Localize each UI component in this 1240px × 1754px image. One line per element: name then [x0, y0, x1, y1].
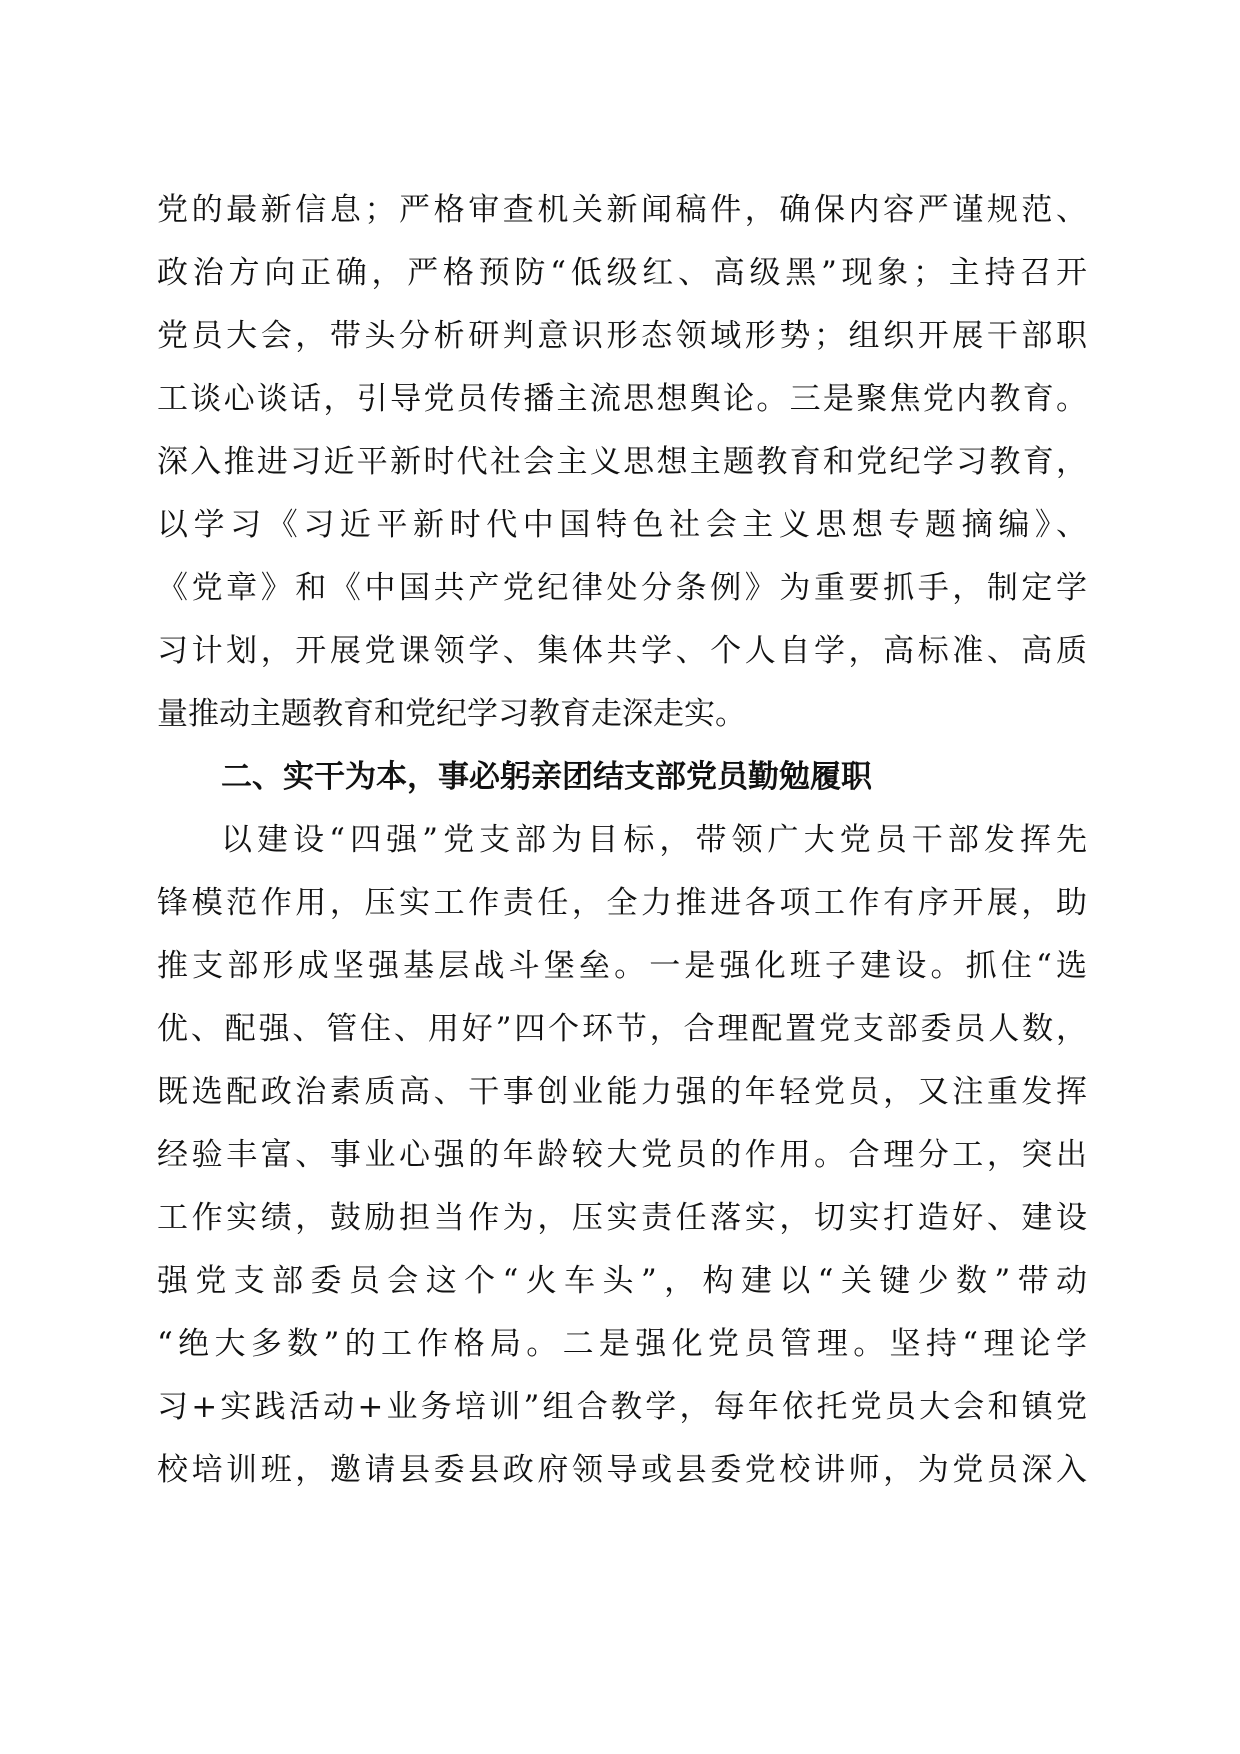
body-line: 既选配政治素质高、干事创业能力强的年轻党员，又注重发挥 [157, 1074, 1087, 1110]
body-line: 工作实绩，鼓励担当作为，压实责任落实，切实打造好、建设 [157, 1200, 1087, 1236]
body-line: 强党支部委员会这个“火车头”，构建以“关键少数”带动 [157, 1263, 1087, 1299]
body-line: 锋模范作用，压实工作责任，全力推进各项工作有序开展，助 [157, 885, 1087, 921]
body-line: 经验丰富、事业心强的年龄较大党员的作用。合理分工，突出 [157, 1137, 1087, 1173]
body-line: 党的最新信息；严格审查机关新闻稿件，确保内容严谨规范、 [157, 192, 1087, 228]
section-heading: 二、实干为本，事必躬亲团结支部党员勤勉履职 [221, 759, 872, 795]
body-line: 工谈心谈话，引导党员传播主流思想舆论。三是聚焦党内教育。 [157, 381, 1087, 417]
body-line: 深入推进习近平新时代社会主义思想主题教育和党纪学习教育， [157, 444, 1087, 480]
body-line: 党员大会，带头分析研判意识形态领域形势；组织开展干部职 [157, 318, 1087, 354]
body-line: 习+实践活动+业务培训”组合教学，每年依托党员大会和镇党 [157, 1389, 1087, 1425]
body-line: 《党章》和《中国共产党纪律处分条例》为重要抓手，制定学 [157, 570, 1087, 606]
body-line: 以学习《习近平新时代中国特色社会主义思想专题摘编》、 [157, 507, 1087, 543]
body-line: 以建设“四强”党支部为目标，带领广大党员干部发挥先 [221, 822, 1087, 858]
body-line: 政治方向正确，严格预防“低级红、高级黑”现象；主持召开 [157, 255, 1087, 291]
body-line: “绝大多数”的工作格局。二是强化党员管理。坚持“理论学 [157, 1326, 1087, 1362]
body-line: 量推动主题教育和党纪学习教育走深走实。 [157, 696, 746, 732]
body-line: 优、配强、管住、用好”四个环节，合理配置党支部委员人数， [157, 1011, 1087, 1047]
body-line: 推支部形成坚强基层战斗堡垒。一是强化班子建设。抓住“选 [157, 948, 1087, 984]
body-line: 习计划，开展党课领学、集体共学、个人自学，高标准、高质 [157, 633, 1087, 669]
body-line: 校培训班，邀请县委县政府领导或县委党校讲师，为党员深入 [157, 1452, 1087, 1488]
